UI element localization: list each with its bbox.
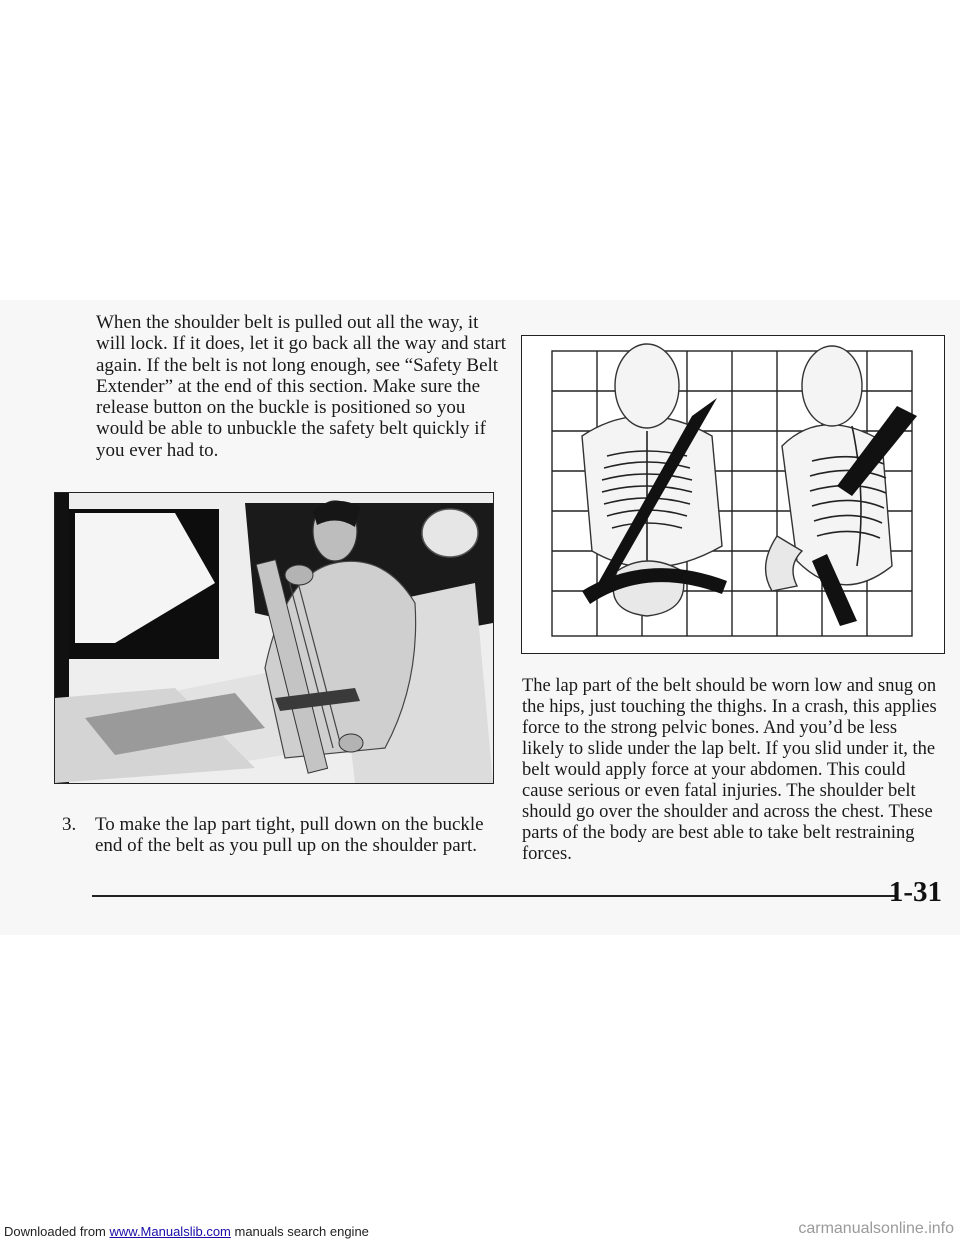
diagram-skeleton-belt-position [521, 335, 945, 654]
paragraph-shoulder-belt: When the shoulder belt is pulled out all the way, it will lock. If it does, let it go back all the way and start again. If the belt is not long enough, see “Safety Belt Extender” at the end of this section. Make sure the release button on the buckle is positioned so you would be able to unbuckle the safety belt quickly if you ever had to. [96, 312, 506, 461]
page-number: 1-31 [888, 876, 942, 908]
step-number: 3. [62, 814, 77, 835]
manualslib-link[interactable]: www.Manualslib.com [109, 1224, 231, 1239]
credit-suffix: manuals search engine [230, 1224, 369, 1239]
step-text: To make the lap part tight, pull down on the buckle end of the belt as you pull up on the shoulder part. [95, 814, 484, 857]
download-credit [4, 1224, 369, 1239]
paragraph-lap-part: The lap part of the belt should be worn low and snug on the hips, just touching the thighs. In a crash, this applies force to the strong pelvic bones. And you’d be less likely to slide under the lap belt. If you slid under it, the belt would apply force at your abdomen. This could cause serious or even fatal injuries. The shoulder belt should go over the shoulder and across the chest. These parts of the body are best able to take belt restraining forces. [522, 676, 937, 864]
watermark: carmanualsonline.info [798, 1220, 954, 1237]
credit-prefix: Downloaded from [4, 1224, 110, 1239]
illustration-person-buckling-belt [54, 492, 494, 784]
footer-rule [92, 895, 898, 897]
